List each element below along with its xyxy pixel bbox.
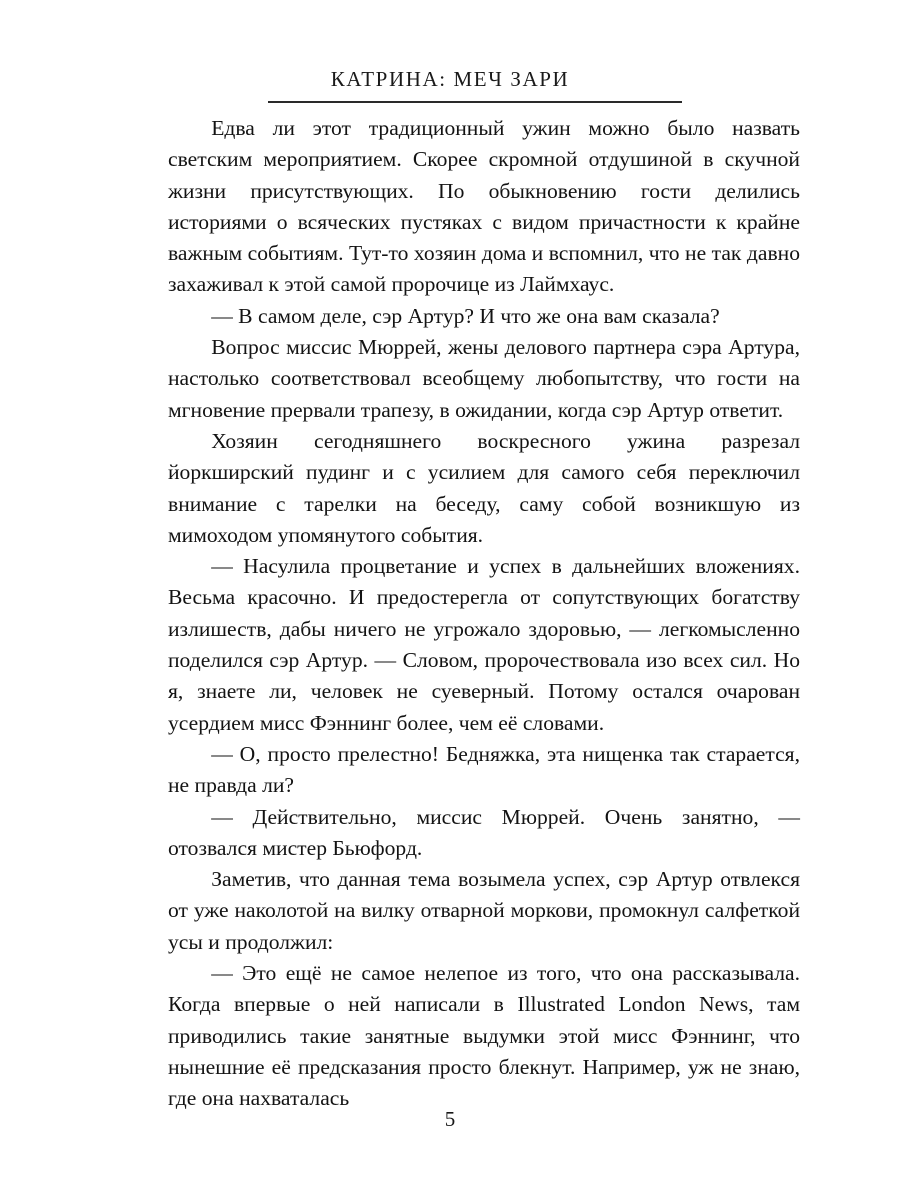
- paragraph: — Действительно, миссис Мюррей. Очень занятно, — отозвался мистер Бьюфорд.: [168, 804, 800, 860]
- paragraph: Вопрос миссис Мюррей, жены делового партнера сэра Артура, настолько соответствовал всеобщему любопытству, что гости на мгновение прервали трапезу, в ожидании, когда сэр Артур ответит.: [168, 335, 800, 422]
- paragraph: Едва ли этот традиционный ужин можно было назвать светским мероприятием. Скорее скромной отдушиной в скучной жизни присутствующих. По обыкновению гости делились историями о всяческих пустяках с видом причастности к крайне важным событиям. Тут-то хозяин дома и вспомнил, что не так давно захаживал к этой самой пророчице из Лаймхаус.: [168, 116, 800, 297]
- paragraph: — О, просто прелестно! Бедняжка, эта нищенка так старается, не правда ли?: [168, 741, 800, 798]
- paragraph: Заметив, что данная тема возымела успех, сэр Артур отвлекся от уже наколотой на вилку отварной моркови, промокнул салфеткой усы и продолжил:: [168, 867, 800, 954]
- body-text: [168, 113, 800, 1115]
- paragraph: — В самом деле, сэр Артур? И что же она вам сказала?: [211, 303, 720, 328]
- page-number: 5: [444, 1107, 456, 1131]
- paragraph: — Насулила процветание и успех в дальнейших вложениях. Весьма красочно. И предостерегла от сопутствующих богатству излишеств, дабы ничего не угрожало здоровью, — легкомысленно поделился сэр Артур. — Словом, пророчествовала изо всех сил. Но я, знаете ли, человек не суеверный. Потому остался очарован усердием мисс Фэннинг более, чем её словами.: [168, 554, 800, 735]
- header-rule: [268, 101, 682, 103]
- paragraph: — Это ещё не самое нелепое из того, что она рассказывала. Когда впервые о ней написали в Illustrated London News, там приводились такие занятные выдумки этой мисс Фэннинг, что нынешние её предсказания просто блекнут. Например, уж не знаю, где она нахваталась: [168, 961, 800, 1111]
- running-head-title: КАТРИНА: МЕЧ ЗАРИ: [330, 67, 570, 91]
- paragraph: Хозяин сегодняшнего воскресного ужина разрезал йоркширский пудинг и с усилием для самого себя переключил внимание с тарелки на беседу, саму собой возникшую из мимоходом упомянутого события.: [168, 428, 800, 547]
- running-head: [0, 68, 900, 91]
